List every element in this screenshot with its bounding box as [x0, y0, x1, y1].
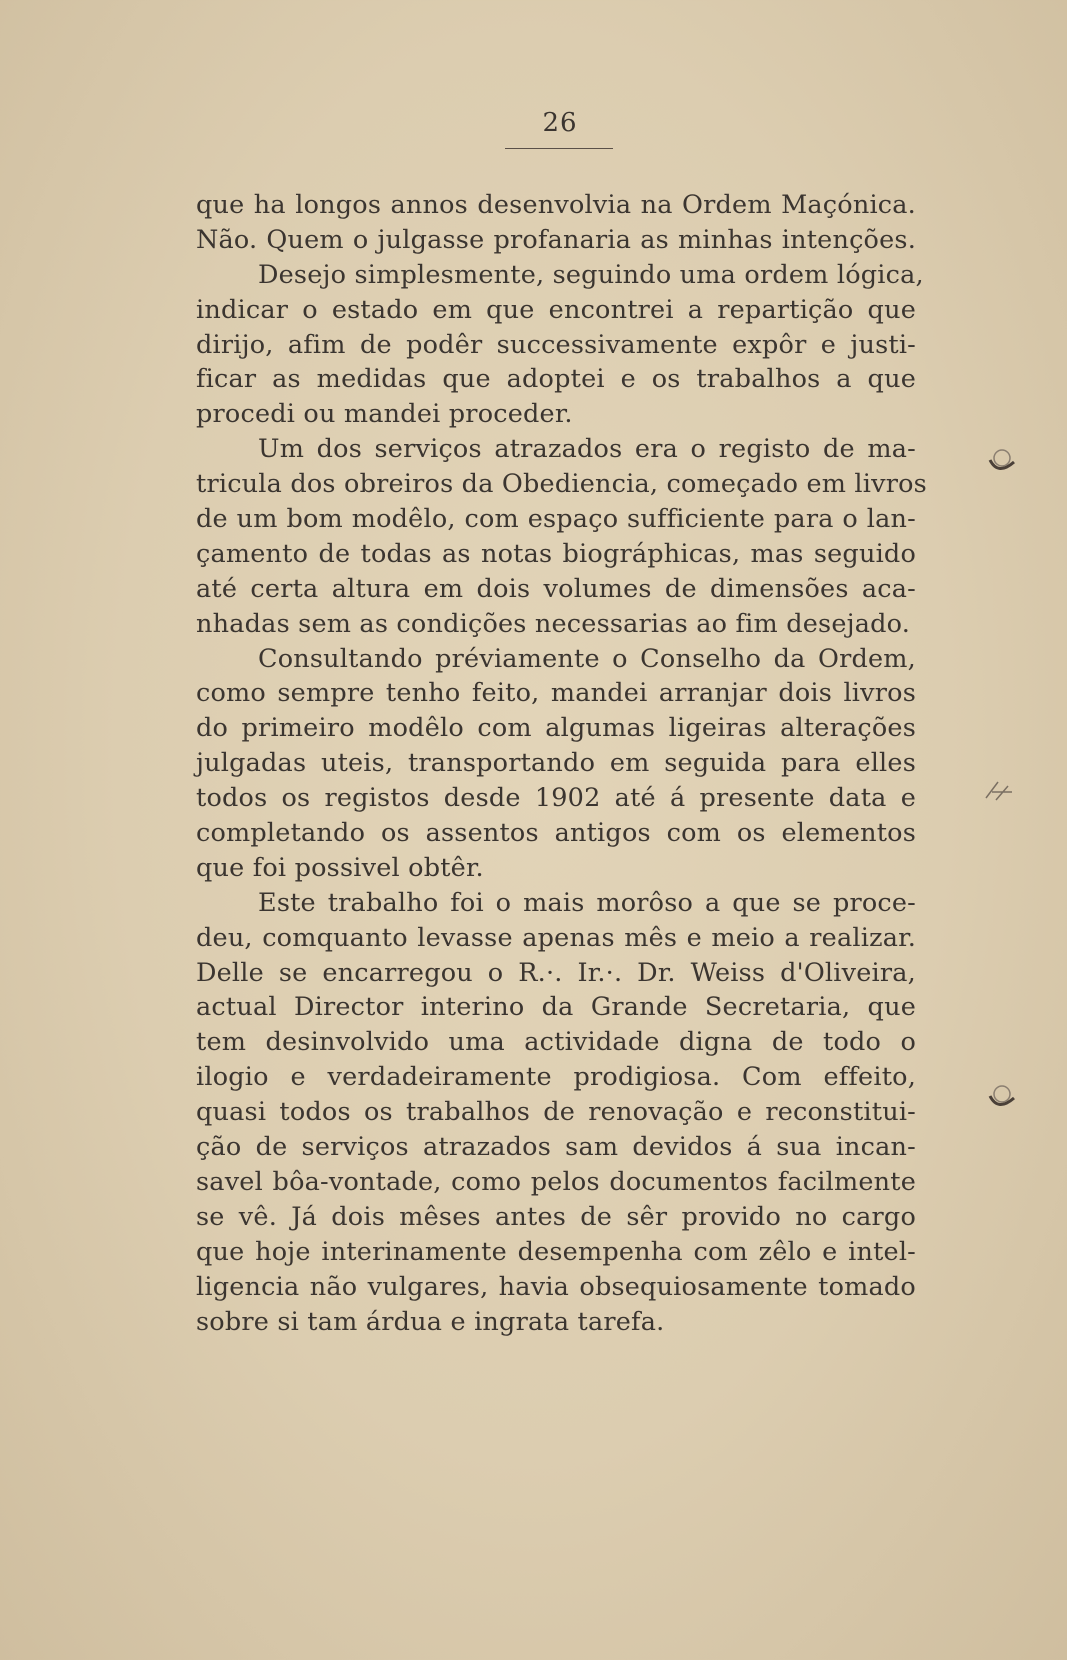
- text-line: do primeiro modêlo com algumas ligeiras alterações: [196, 713, 916, 744]
- text-line: savel bôa-vontade, como pelos documentos facilmente: [196, 1166, 916, 1197]
- text-line: Delle se encarregou o R.·. Ir.·. Dr. Weiss d'Oliveira,: [196, 957, 916, 988]
- page-number: 26: [542, 108, 578, 138]
- margin-mark-icon: [984, 442, 1020, 482]
- text-line: que ha longos annos desenvolvia na Ordem Maçónica.: [196, 190, 916, 220]
- text-line: julgadas uteis, transportando em seguida para elles: [196, 748, 916, 779]
- text-line: como sempre tenho feito, mandei arranjar dois livros: [196, 678, 916, 709]
- text-line: Um dos serviços atrazados era o registo de ma-: [258, 434, 916, 465]
- text-line: sobre si tam árdua e ingrata tarefa.: [196, 1306, 665, 1337]
- text-line: tricula dos obreiros da Obediencia, começado em livros: [196, 469, 927, 500]
- text-line: Desejo simplesmente, seguindo uma ordem lógica,: [258, 259, 924, 290]
- text-line: Consultando préviamente o Conselho da Ordem,: [258, 643, 916, 674]
- text-line: que foi possivel obtêr.: [196, 852, 484, 883]
- text-line: çamento de todas as notas biográphicas, mas seguido: [196, 538, 916, 569]
- text-line: completando os assentos antigos com os elementos: [196, 818, 916, 849]
- text-line: deu, comquanto levasse apenas mês e meio a realizar.: [196, 922, 916, 953]
- text-line: ligencia não vulgares, havia obsequiosamente tomado: [196, 1271, 916, 1302]
- text-line: ficar as medidas que adoptei e os trabalhos a que: [196, 364, 916, 395]
- text-line: ilogio e verdadeiramente prodigiosa. Com effeito,: [196, 1062, 916, 1093]
- margin-mark-icon: [984, 1076, 1020, 1116]
- text-line: tem desinvolvido uma actividade digna de todo o: [196, 1027, 916, 1058]
- text-line: indicar o estado em que encontrei a repartição que: [196, 294, 916, 325]
- body-text: [196, 188, 927, 1339]
- text-line: Este trabalho foi o mais morôso a que se proce-: [258, 887, 916, 918]
- text-line: de um bom modêlo, com espaço sufficiente para o lan-: [196, 504, 916, 535]
- text-line: procedi ou mandei proceder.: [196, 399, 573, 430]
- text-line: dirijo, afim de podêr successivamente expôr e justi-: [196, 329, 916, 360]
- text-line: se vê. Já dois mêses antes de sêr provido no cargo: [196, 1201, 916, 1232]
- text-line: quasi todos os trabalhos de renovação e reconstitui-: [196, 1097, 916, 1128]
- text-line: que hoje interinamente desempenha com zêlo e intel-: [196, 1236, 916, 1267]
- text-line: actual Director interino da Grande Secretaria, que: [196, 992, 916, 1023]
- text-line: todos os registos desde 1902 até á presente data e: [196, 783, 916, 814]
- text-line: Não. Quem o julgasse profanaria as minhas intenções.: [196, 224, 916, 255]
- page-number-rule: [505, 148, 613, 149]
- margin-mark-icon: [982, 770, 1018, 810]
- text-line: até certa altura em dois volumes de dimensões aca-: [196, 573, 916, 604]
- text-line: nhadas sem as condições necessarias ao fim desejado.: [196, 608, 911, 639]
- text-line: ção de serviços atrazados sam devidos á sua incan-: [196, 1132, 916, 1163]
